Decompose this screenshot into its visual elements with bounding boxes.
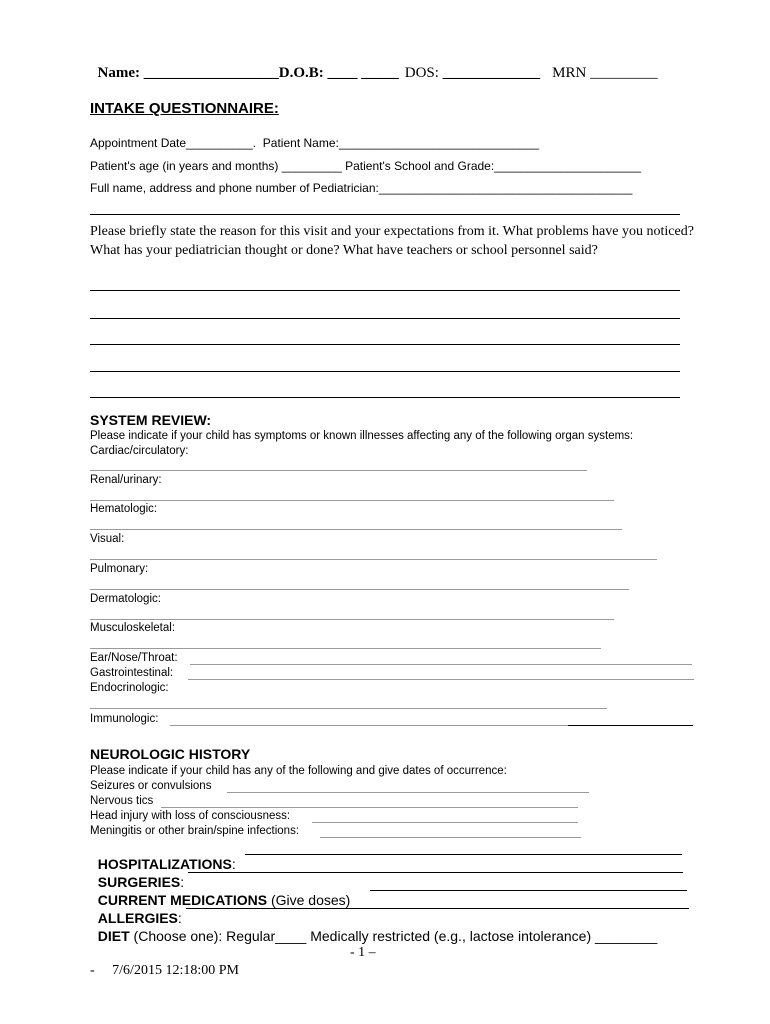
dos-field[interactable]: _____________ (442, 65, 541, 81)
reason-paragraph: Please briefly state the reason for this visit and your expectations from it. What problems have you noticed? What has your pediatrician thought or done? What have teachers or school personnel said? (90, 224, 694, 258)
name-label: Name: (97, 65, 144, 81)
diet-options[interactable]: (Choose one): Regular____ Medically restricted (e.g., lactose intolerance) ________ (129, 928, 658, 944)
ent-label: Ear/Nose/Throat: (90, 652, 181, 664)
head-injury-field[interactable] (312, 822, 578, 823)
header-line (90, 46, 658, 82)
dob-field[interactable]: ____ _____ (327, 65, 399, 81)
reason-answer-line[interactable] (90, 318, 680, 319)
allergies-label: ALLERGIES (97, 910, 178, 926)
renal-label: Renal/urinary: (90, 474, 162, 486)
neuro-intro: Please indicate if your child has any of the following and give dates of occurrence: (90, 765, 507, 777)
dos-label: DOS: (404, 65, 443, 81)
visual-field[interactable] (90, 559, 657, 560)
mrn-field[interactable]: _________ (590, 65, 658, 81)
medications-row: CURRENT MEDICATIONS (Give doses) (97, 892, 355, 908)
allergies-field[interactable] (186, 908, 689, 909)
immunologic-label: Immunologic: (90, 713, 162, 725)
meningitis-field[interactable] (320, 837, 581, 838)
footer-timestamp: - 7/6/2015 12:18:00 PM (90, 963, 239, 978)
name-field[interactable]: __________________ (143, 65, 279, 81)
cardiac-field[interactable] (90, 470, 587, 471)
pulmonary-label: Pulmonary: (90, 563, 149, 575)
dermatologic-field[interactable] (90, 619, 614, 620)
diet-label: DIET (97, 928, 130, 944)
mrn-label: MRN (552, 65, 591, 81)
seizures-label: Seizures or convulsions (90, 780, 215, 792)
surgeries-row: SURGERIES: (97, 874, 189, 890)
pulmonary-field[interactable] (90, 589, 629, 590)
seizures-field[interactable] (227, 792, 589, 793)
system-review-intro: Please indicate if your child has symptoms or known illnesses affecting any of the following organ systems: (90, 430, 634, 442)
cardiac-label: Cardiac/circulatory: (90, 445, 189, 457)
appointment-line[interactable]: Appointment Date__________. Patient Name:______________________________ (90, 136, 540, 150)
pediatrician-extra-line[interactable] (90, 214, 680, 215)
endocrine-field[interactable] (90, 708, 607, 709)
immunologic-field-end[interactable] (568, 725, 693, 726)
allergies-row: ALLERGIES: (97, 910, 186, 926)
system-review-title: SYSTEM REVIEW: (90, 412, 212, 428)
medications-label: CURRENT MEDICATIONS (97, 892, 268, 908)
age-school-line[interactable]: Patient's age (in years and months) _________ Patient's School and Grade:______________________ (90, 159, 641, 173)
surgeries-field[interactable] (188, 872, 683, 873)
reason-answer-line[interactable] (90, 371, 680, 372)
intake-title: INTAKE QUESTIONNAIRE: (90, 100, 279, 117)
surgeries-label: SURGERIES (97, 874, 181, 890)
reason-answer-line[interactable] (90, 290, 680, 291)
hospitalizations-label: HOSPITALIZATIONS (97, 856, 232, 872)
endocrine-label: Endocrinologic: (90, 682, 169, 694)
pediatrician-line[interactable]: Full name, address and phone number of Pediatrician:______________________________________ (90, 181, 633, 195)
musculoskeletal-field[interactable] (90, 648, 601, 649)
hospitalizations-field[interactable] (245, 854, 682, 855)
visual-label: Visual: (90, 533, 125, 545)
head-injury-label: Head injury with loss of consciousness: (90, 810, 294, 822)
page-number: - 1 – (350, 945, 376, 960)
meningitis-label: Meningitis or other brain/spine infections: (90, 825, 303, 837)
renal-field[interactable] (90, 500, 614, 501)
medications-field[interactable] (370, 890, 687, 891)
dermatologic-label: Dermatologic: (90, 593, 161, 605)
tics-field[interactable] (161, 807, 578, 808)
ent-field[interactable] (190, 664, 692, 665)
reason-answer-line[interactable] (90, 344, 680, 345)
gastro-field[interactable] (188, 679, 694, 680)
hospitalizations-row: HOSPITALIZATIONS: (97, 856, 240, 872)
tics-label: Nervous tics (90, 795, 154, 807)
dob-label: D.O.B: (278, 65, 328, 81)
neuro-title: NEUROLOGIC HISTORY (90, 746, 251, 762)
reason-answer-line[interactable] (90, 397, 680, 398)
hematologic-label: Hematologic: (90, 503, 158, 515)
musculoskeletal-label: Musculoskeletal: (90, 622, 176, 634)
gastro-label: Gastrointestinal: (90, 667, 177, 679)
hematologic-field[interactable] (90, 529, 622, 530)
immunologic-field[interactable] (170, 725, 568, 726)
diet-row[interactable] (90, 911, 657, 945)
